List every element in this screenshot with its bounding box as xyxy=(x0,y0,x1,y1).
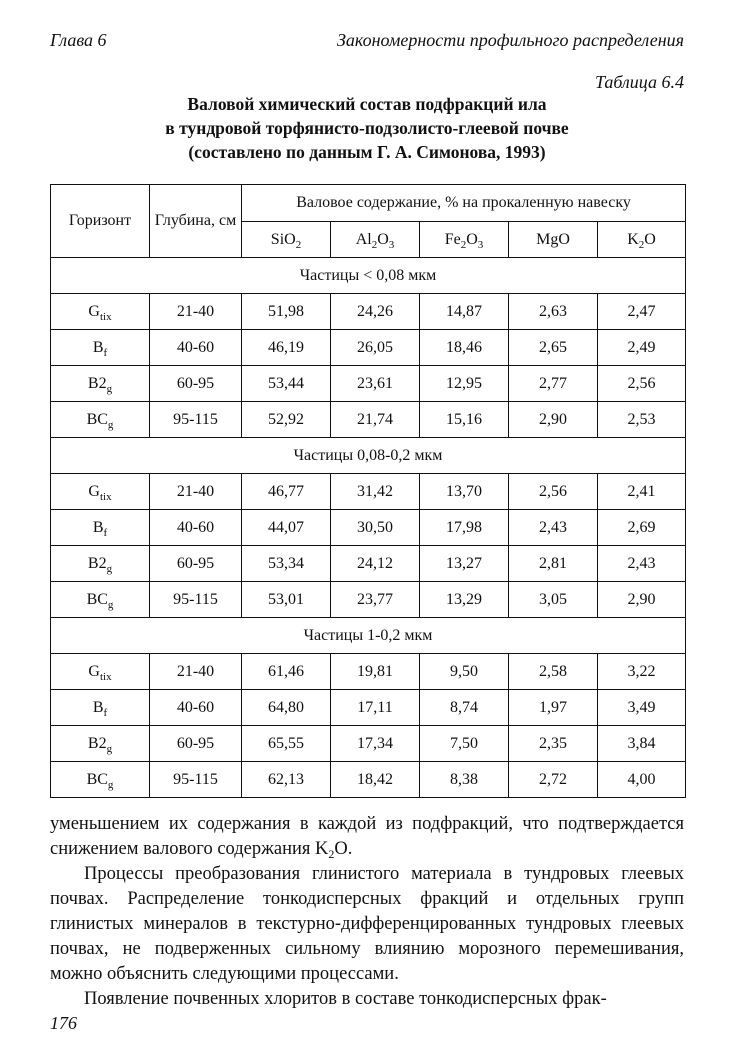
value-cell: 13,29 xyxy=(420,582,509,618)
column-header-horizon: Горизонт xyxy=(51,185,150,258)
fraction-group-row xyxy=(51,258,686,294)
horizon-cell: $B_f$ xyxy=(51,330,150,366)
value-cell: 1,97 xyxy=(509,690,598,726)
horizon-cell: $G_{tix}$ xyxy=(51,474,150,510)
column-header-oxide: SiO$_2$ xyxy=(242,222,331,258)
value-cell: 30,50 xyxy=(331,510,420,546)
table-title-line: (составлено по данным Г. А. Симонова, 1993) xyxy=(188,142,546,162)
value-cell: 61,46 xyxy=(242,654,331,690)
value-cell: 23,77 xyxy=(331,582,420,618)
value-cell: 46,77 xyxy=(242,474,331,510)
running-header-chapter: Глава 6 xyxy=(50,30,107,50)
value-cell: 3,49 xyxy=(598,690,686,726)
value-cell: 44,07 xyxy=(242,510,331,546)
value-cell: 2,49 xyxy=(598,330,686,366)
value-cell: 14,87 xyxy=(420,294,509,330)
depth-cell: 21-40 xyxy=(150,294,242,330)
value-cell: 4,00 xyxy=(598,762,686,798)
paragraph: уменьшением их содержания в каждой из подфракций, что подтверждается снижением валового содержания $K_2O$. xyxy=(50,814,684,861)
value-cell: 2,63 xyxy=(509,294,598,330)
value-cell: 3,22 xyxy=(598,654,686,690)
value-cell: 24,12 xyxy=(331,546,420,582)
column-header-oxide: $Al_2O_3$ xyxy=(331,222,420,258)
value-cell: 2,56 xyxy=(509,474,598,510)
value-cell: 2,65 xyxy=(509,330,598,366)
horizon-cell: $B_f$ xyxy=(51,510,150,546)
value-cell: 2,53 xyxy=(598,402,686,438)
horizon-cell: $B2_g$ xyxy=(51,546,150,582)
horizon-cell: $BC_g$ xyxy=(51,402,150,438)
value-cell: 3,84 xyxy=(598,726,686,762)
value-cell: 53,44 xyxy=(242,366,331,402)
table-row xyxy=(51,402,686,438)
value-cell: 12,95 xyxy=(420,366,509,402)
paragraph: Процессы преобразования глинистого материала в тундровых глеевых почвах. Распределение тонкодисперсных фракций и отдельных групп глинистых минералов в текстурно-дифференцированных тундровых глеевых почвах, не подверженных сильному влиянию морозного перемешивания, можно объяснить следующими процессами. xyxy=(50,864,684,984)
value-cell: 3,05 xyxy=(509,582,598,618)
value-cell: 46,19 xyxy=(242,330,331,366)
value-cell: 2,69 xyxy=(598,510,686,546)
value-cell: 2,90 xyxy=(509,402,598,438)
value-cell: 2,81 xyxy=(509,546,598,582)
value-cell: 21,74 xyxy=(331,402,420,438)
value-cell: 65,55 xyxy=(242,726,331,762)
value-cell: 31,42 xyxy=(331,474,420,510)
table-row xyxy=(51,294,686,330)
value-cell: 15,16 xyxy=(420,402,509,438)
value-cell: 53,01 xyxy=(242,582,331,618)
depth-cell: 40-60 xyxy=(150,510,242,546)
horizon-cell: $B2_g$ xyxy=(51,366,150,402)
column-header-oxide: $Fe_2O_3$ xyxy=(420,222,509,258)
depth-cell: 40-60 xyxy=(150,690,242,726)
horizon-cell: $BC_g$ xyxy=(51,762,150,798)
value-cell: 23,61 xyxy=(331,366,420,402)
value-cell: 24,26 xyxy=(331,294,420,330)
chemical-composition-table xyxy=(50,184,686,798)
depth-cell: 60-95 xyxy=(150,546,242,582)
value-cell: 2,47 xyxy=(598,294,686,330)
value-cell: 8,74 xyxy=(420,690,509,726)
value-cell: 2,58 xyxy=(509,654,598,690)
table-row xyxy=(51,474,686,510)
value-cell: 62,13 xyxy=(242,762,331,798)
value-cell: 2,41 xyxy=(598,474,686,510)
value-cell: 2,77 xyxy=(509,366,598,402)
value-cell: 8,38 xyxy=(420,762,509,798)
depth-cell: 21-40 xyxy=(150,474,242,510)
value-cell: 2,43 xyxy=(598,546,686,582)
table-row xyxy=(51,582,686,618)
depth-cell: 95-115 xyxy=(150,582,242,618)
value-cell: 17,11 xyxy=(331,690,420,726)
running-header-section: Закономерности профильного распределения xyxy=(336,30,684,50)
column-header-group: Валовое содержание, % на прокаленную навеску xyxy=(242,185,686,222)
table-row xyxy=(51,366,686,402)
horizon-cell: $BC_g$ xyxy=(51,582,150,618)
value-cell: 13,70 xyxy=(420,474,509,510)
value-cell: 64,80 xyxy=(242,690,331,726)
table-row xyxy=(51,330,686,366)
table-label: Таблица 6.4 xyxy=(594,72,684,92)
depth-cell: 40-60 xyxy=(150,330,242,366)
value-cell: 51,98 xyxy=(242,294,331,330)
table-row xyxy=(51,510,686,546)
value-cell: 26,05 xyxy=(331,330,420,366)
table-title xyxy=(50,92,684,164)
value-cell: 2,43 xyxy=(509,510,598,546)
depth-cell: 95-115 xyxy=(150,762,242,798)
value-cell: 17,98 xyxy=(420,510,509,546)
column-header-depth: Глубина, см xyxy=(150,185,242,258)
value-cell: 2,35 xyxy=(509,726,598,762)
value-cell: 52,92 xyxy=(242,402,331,438)
value-cell: 18,42 xyxy=(331,762,420,798)
depth-cell: 95-115 xyxy=(150,402,242,438)
horizon-cell: $G_{tix}$ xyxy=(51,654,150,690)
column-header-oxide: $K_2O$ xyxy=(598,222,686,258)
table-title-line: Валовой химический состав подфракций ила xyxy=(187,94,547,114)
value-cell: 2,72 xyxy=(509,762,598,798)
value-cell: 53,34 xyxy=(242,546,331,582)
table-row xyxy=(51,726,686,762)
value-cell: 18,46 xyxy=(420,330,509,366)
table-row xyxy=(51,654,686,690)
depth-cell: 60-95 xyxy=(150,366,242,402)
table-title-line: в тундровой торфянисто-подзолисто-глеевой почве xyxy=(165,118,569,138)
value-cell: 17,34 xyxy=(331,726,420,762)
column-header-oxide: MgO xyxy=(509,222,598,258)
table-row xyxy=(51,762,686,798)
paragraph: Появление почвенных хлоритов в составе тонкодисперсных фрак- xyxy=(84,989,607,1009)
fraction-group-label: Частицы < 0,08 мкм xyxy=(51,258,686,294)
body-text xyxy=(50,812,684,1012)
value-cell: 19,81 xyxy=(331,654,420,690)
horizon-cell: $B2_g$ xyxy=(51,726,150,762)
depth-cell: 60-95 xyxy=(150,726,242,762)
horizon-cell: $G_{tix}$ xyxy=(51,294,150,330)
table-row xyxy=(51,546,686,582)
value-cell: 2,56 xyxy=(598,366,686,402)
value-cell: 9,50 xyxy=(420,654,509,690)
value-cell: 13,27 xyxy=(420,546,509,582)
table-row xyxy=(51,690,686,726)
fraction-group-row xyxy=(51,618,686,654)
fraction-group-label: Частицы 0,08-0,2 мкм xyxy=(51,438,686,474)
fraction-group-row xyxy=(51,438,686,474)
fraction-group-label: Частицы 1-0,2 мкм xyxy=(51,618,686,654)
horizon-cell: $B_f$ xyxy=(51,690,150,726)
depth-cell: 21-40 xyxy=(150,654,242,690)
value-cell: 2,90 xyxy=(598,582,686,618)
value-cell: 7,50 xyxy=(420,726,509,762)
page-number: 176 xyxy=(50,1013,77,1033)
